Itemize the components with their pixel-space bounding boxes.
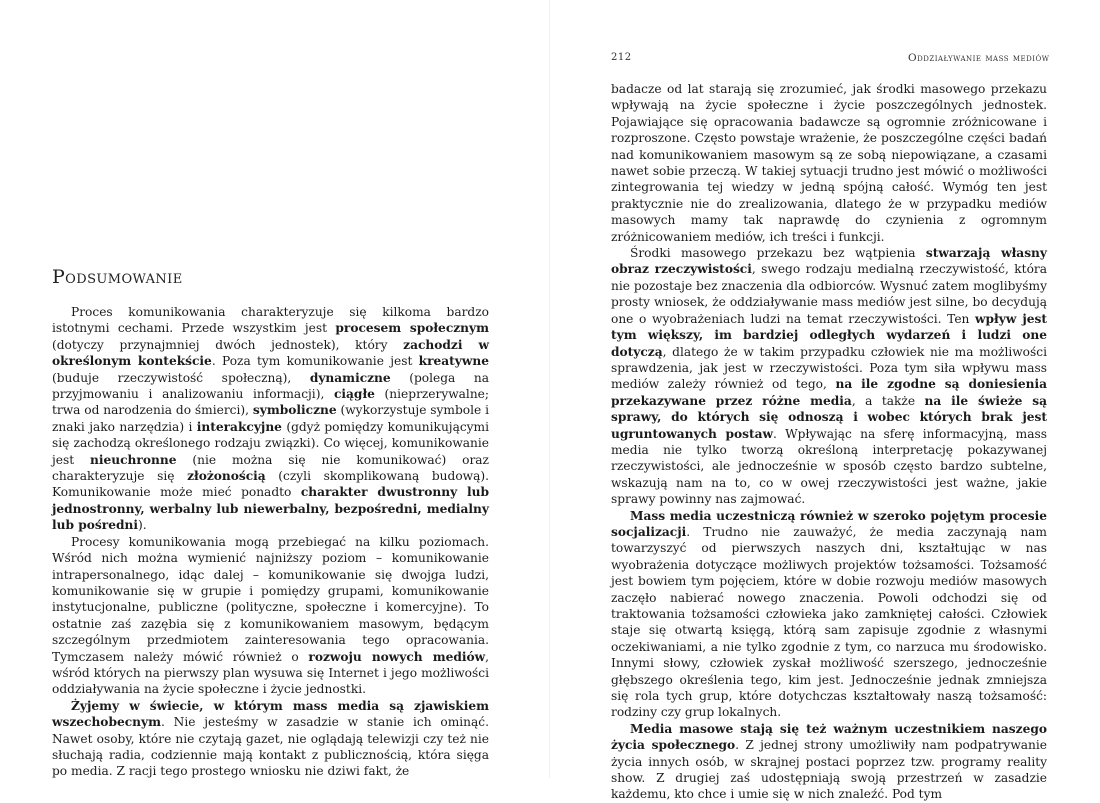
text-run: (gdyż pomiędzy komunikującymi się zachodzą określonego rodzaju związki). Co więcej, komunikowanie jest bbox=[52, 419, 489, 467]
bold-phrase: stwarzają własny obraz rzeczywistości bbox=[611, 246, 1047, 277]
running-header: Oddziaływanie mass mediów bbox=[908, 52, 1050, 64]
bold-phrase: Żyjemy w świecie, w którym mass media są zjawiskiem wszechobecnym bbox=[52, 698, 489, 730]
bold-phrase: dynamiczne bbox=[309, 370, 391, 385]
bold-phrase: charakter dwustronny lub jednostronny, werbalny lub niewerbalny, bezpośredni, medialny lub pośredni bbox=[52, 485, 489, 533]
text-run: (nie można się nie komunikować) oraz charakteryzuje się bbox=[52, 452, 489, 484]
text-run: . Nie jesteśmy w zasadzie w stanie ich ominąć. Nawet osoby, które nie czytają gazet, nie oglądają telewizji czy też nie słuchają radia, codziennie mają kontakt z publicznością, która sięga po media. Z racji tego prostego wniosku nie dziwi fakt, że bbox=[52, 715, 489, 779]
right-text-column bbox=[611, 81, 1047, 803]
bold-phrase: zachodzi w określonym kontekście bbox=[52, 337, 489, 369]
paragraph bbox=[611, 81, 1047, 245]
paragraph bbox=[611, 508, 1047, 721]
right-page bbox=[550, 0, 1100, 802]
paragraph bbox=[52, 534, 489, 698]
bold-phrase: Mass media uczestniczą również w szeroko pojętym procesie socjalizacji bbox=[611, 508, 1047, 539]
paragraph bbox=[52, 698, 489, 780]
text-run: (wykorzystuje symbole i znaki jako narzędzia) i bbox=[52, 403, 490, 434]
text-run: (dotyczy przynajmniej dwóch jednostek), który bbox=[52, 337, 404, 352]
text-run: Procesy komunikowania mogą przebiegać na kilku poziomach. Wśród nich można wymienić najniższy poziom – komunikowanie intrapersonalnego, idąc dalej – komunikowanie się dwojga ludzi, komunikowanie się w grupie i pomiędzy grupami, komunikowanie instytucjonalne, publiczne (polityczne, społeczne i komercyjne). To ostatnie zaś zazębia się z komunikowaniem masowym, będącym szczególnym przedmiotem zainteresowania tego opracowania. Tymczasem należy mówić również o bbox=[52, 534, 489, 664]
text-run: . Trudno nie zauważyć, że media zaczynają nam towarzyszyć od pierwszych naszych dni, kształtując w nas wyobrażenia dotyczące możliwych projektów tożsamości. Tożsamość jest bowiem tym pojęciem, które w dobie rozwoju mediów masowych zaczęło nabierać nowego znaczenia. Powoli odchodzi się od traktowania tożsamości człowieka jako zamkniętej całości. Człowiek staje się otwartą księgą, którą sam zapisuje zgodnie z własnymi oczekiwaniami, a nie tylko zgodnie z tym, co narzuca mu środowisko. Innymi słowy, człowiek zyskał możliwość szerszego, jednocześnie głębszego określenia tego, kim jest. Jednocześnie jednak zmniejsza się rola tych grup, które dotychczas kształtowały naszą tożsamość: rodziny czy grup lokalnych. bbox=[611, 524, 1047, 720]
text-run: , a także bbox=[851, 393, 925, 408]
bold-phrase: ciągłe bbox=[333, 387, 375, 402]
left-page bbox=[0, 0, 550, 778]
bold-phrase: wpływ jest tym większy, im bardziej odległych wydarzeń i ludzi one dotyczą bbox=[611, 311, 1047, 359]
text-run: . Wpływając na sferę informacyjną, mass media nie tylko tworzą określoną interpretację pokazywanej rzeczywistości, ale jednocześnie w sposób często bardzo subtelne, wskazują nam na to, co w owej rzeczywistości jest ważne, jakie sprawy powinny nas zajmować. bbox=[611, 426, 1047, 507]
text-run: (nieprzerywalne; trwa od narodzenia do śmierci), bbox=[52, 387, 489, 418]
bold-phrase: kreatywne bbox=[418, 354, 489, 369]
paragraph bbox=[52, 304, 489, 534]
left-text-column bbox=[52, 304, 489, 780]
text-run: (czyli skomplikowaną budową). Komunikowanie może mieć ponadto bbox=[52, 469, 489, 500]
text-run: , swego rodzaju medialną rzeczywistość, która nie pozostaje bez znaczenia dla odbiorców. Wysnuć zatem moglibyśmy prosty wniosek, że oddziaływanie mass mediów jest silne, bo decydują one o wyobrażeniach ludzi na temat rzeczywistości. Ten bbox=[611, 262, 1047, 326]
page-number: 212 bbox=[611, 52, 632, 63]
text-run: . Z jednej strony umożliwiły nam podpatrywanie życia innych osób, w skrajnej postaci poprzez tzw. programy reality show. Z drugiej zaś udostępniają swoją przestrzeń w zasadzie każdemu, kto chce i umie się w nich znaleźć. Pod tym bbox=[611, 738, 1047, 802]
bold-phrase: rozwoju nowych mediów bbox=[308, 649, 486, 664]
text-run: Środki masowego przekazu bez wątpienia bbox=[630, 246, 926, 261]
paragraph bbox=[611, 245, 1047, 508]
bold-phrase: złożonością bbox=[187, 469, 266, 484]
bold-phrase: procesem społecznym bbox=[335, 321, 489, 336]
text-run: . Poza tym komunikowanie jest bbox=[211, 354, 419, 369]
bold-phrase: Media masowe stają się też ważnym uczestnikiem naszego życia społecznego bbox=[611, 721, 1047, 753]
text-run: , wśród których na pierwszy plan wysuwa się Internet i jego możliwości oddziaływania na życie społeczne i życie jednostki. bbox=[52, 649, 490, 697]
text-run: badacze od lat starają się zrozumieć, jak środki masowego przekazu wpływają na życie społeczne i życie poszczególnych jednostek. Pojawiające się opracowania badawcze są ogromnie zróżnicowane i rozproszone. Często powstaje wrażenie, że poszczególne części badań nad komunikowaniem masowym są ze sobą niepowiązane, a czasami nawet sobie przeczą. W takiej sytuacji trudno jest mówić o możliwości zintegrowania tej wiedzy w jedną spójną całość. Wymóg ten jest praktycznie nie do zrealizowania, dlatego że w przypadku mediów masowych mamy tak naprawdę do czynienia z ogromnym zróżnicowaniem mediów, ich treści i funkcji. bbox=[611, 82, 1047, 244]
bold-phrase: interakcyjne bbox=[196, 419, 282, 434]
bold-phrase: na ile świeże są sprawy, do których się odnoszą i wobec których brak jest ugruntowanych postaw bbox=[611, 393, 1047, 441]
bold-phrase: symboliczne bbox=[252, 403, 337, 418]
text-run: ). bbox=[137, 518, 147, 533]
section-heading: Podsumowanie bbox=[52, 266, 183, 288]
text-run: , dlatego że w takim przypadku człowiek nie ma możliwości sprawdzenia, jak jest w rzeczywistości. Poza tym siła wpływu mass mediów zależy również od tego, bbox=[611, 344, 1047, 392]
paragraph bbox=[611, 721, 1047, 803]
bold-phrase: na ile zgodne są doniesienia przekazywane przez różne media bbox=[611, 377, 1047, 408]
bold-phrase: nieuchronne bbox=[90, 452, 177, 467]
text-run: Proces komunikowania charakteryzuje się kilkoma bardzo istotnymi cechami. Przede wszystkim jest bbox=[52, 305, 489, 336]
text-run: (polega na przyjmowaniu i analizowaniu informacji), bbox=[52, 370, 489, 402]
text-run: (buduje rzeczywistość społeczną), bbox=[52, 370, 310, 385]
